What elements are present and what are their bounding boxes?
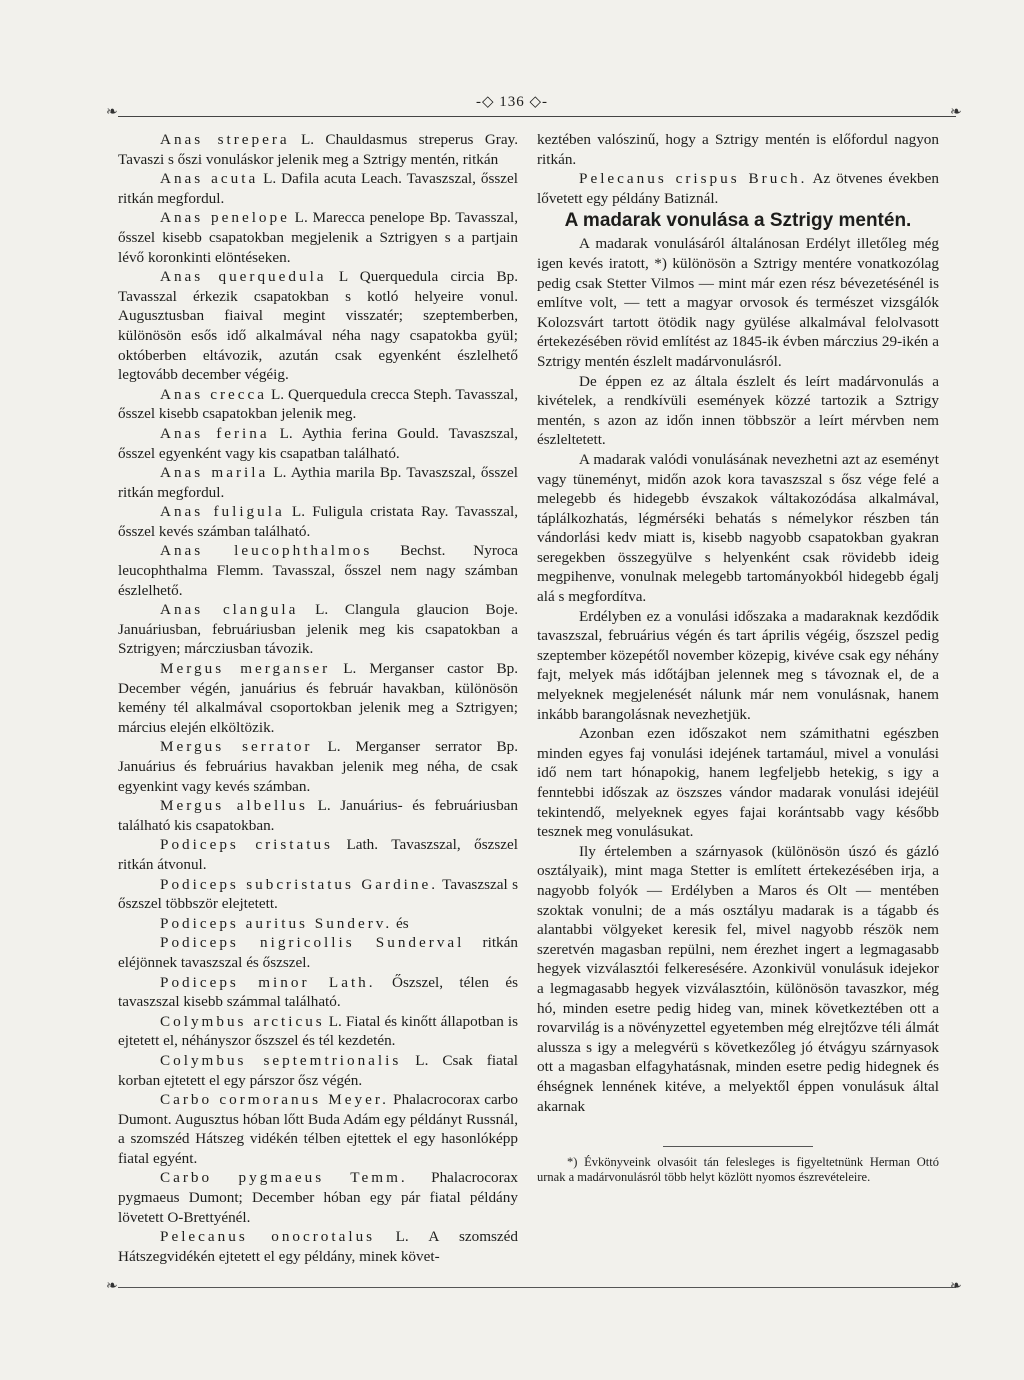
species-description: Phalacrocorax carbo Dumont. Augusztus hóban lőtt Buda Adám egy példányt Russnál, a szomszéd Hátszeg vidékén télben ejtettek el egy hasonlóképp fiatal egyént.: [118, 1091, 518, 1167]
body-paragraph: Ily értelemben a szárnyasok (különösön úszó és gázló osztályaik), mint maga Stetter is említett értekezésében irja, a nagyobb folyók — Erdélyben a Maros és Olt — mentében szoktak vonulni; de a más osztályu madarak is a tágabb és alantabbi völgyeket keresik fel, mivel nagyobb részök nem szeretvén magasban repülni, nem érezhet ingert a legmagasabb hegyek vizválasztói felkeresésére. Azonkivül vonulásuk idejekor a legmagasabb hegyek vizválasztóin, különösön tavaszkor, még hó, minden esetre pedig hideg van, minek következtében ott a rovarvilág is a növényzettel egyetemben még elrejtőzve téli álmát alussza s igy a melegvérü s következőleg jó étvágyu szárnyasok ott a magasban elfagyhatásnak, minden esetre pedig hidegnek és éhségnek lennének kitéve, a melyektől éppen vonulásuk által akarnak: [537, 842, 939, 1115]
species-entry: [537, 169, 939, 208]
species-entry: [118, 1012, 518, 1051]
species-name: Mergus albellus: [160, 797, 308, 815]
species-name: Podiceps subcristatus Gardine.: [160, 875, 439, 893]
species-description: Bechst. Nyroca leucophthalma Flemm. Tavasszal, ősszel nem nagy számban észlelhető.: [118, 542, 518, 599]
species-description: L. Clangula glaucion Boje. Januáriusban, februáriusban jelenik meg kis csapatokban a Sztrigyen; márcziusban távozik.: [118, 601, 518, 658]
section-heading: A madarak vonulása a Sztrigy mentén.: [564, 210, 912, 232]
species-name: Colymbus arcticus: [160, 1012, 325, 1030]
species-entry: [118, 130, 518, 169]
species-name: Anas strepera: [160, 131, 290, 148]
species-name: Anas fuligula: [160, 503, 285, 521]
species-description: L. Januárius- és februáriusban található kis csapatokban.: [118, 797, 518, 834]
corner-mark-top-right: ❧: [950, 105, 962, 120]
species-entry: [118, 208, 518, 267]
species-description: és: [392, 914, 409, 932]
species-description: L. A szomszéd Hátszegvidékén ejtetett el egy példány, minek követ-: [118, 1228, 518, 1265]
corner-mark-top-left: ❧: [106, 105, 118, 120]
species-description: L. Merganser castor Bp. December végén, januárius és február havakban, különösön kemény tél alkalmával csoportokban jelenik meg a Sztrigyen; március elején elköltözik.: [118, 660, 518, 736]
species-name: Podiceps minor Lath.: [160, 973, 376, 991]
species-entry: [118, 541, 518, 600]
species-description: L. Aythia ferina Gould. Tavaszszal, ősszel egyenként vagy kis csapatban található.: [118, 424, 519, 462]
body-paragraph: A madarak valódi vonulásának nevezhetni azt az eseményt vagy tüneményt, midőn azok kora tavaszszal s ősz vége felé a melegebb és hidegebb évszakok váltakozódása alkalmával, táplálkozhatás, légmérséki behatás s némelykor részben tán vándorlási kedv miatt is, kisebb nagyobb csapatokban gyakran seregekben összegyülve s helyenként csak rövidebb ideig megpihenve, vonulnak melegebb tartományokból hidegebb égalj alá s megfordítva.: [537, 450, 939, 606]
corner-mark-bottom-right: ❧: [950, 1279, 962, 1294]
species-description: L. Dafila acuta Leach. Tavaszszal, ősszel ritkán megfordul.: [118, 170, 519, 207]
species-name: Anas ferina: [160, 424, 270, 442]
corner-mark-bottom-left: ❧: [106, 1279, 118, 1294]
species-entry: [118, 1227, 518, 1266]
species-entry: [118, 600, 518, 659]
species-name: Anas clangula: [160, 601, 299, 619]
species-name: Anas crecca: [160, 385, 267, 403]
species-name: Pelecanus crispus Bruch.: [579, 170, 808, 188]
species-description: L. Merganser serrator Bp. Januárius és februárius havakban jelenik meg néha, de csak egyenkint vagy kevés számban.: [118, 738, 518, 795]
species-entry: [118, 424, 518, 463]
species-description: L. Chauldasmus streperus Gray. Tavaszi s őszi vonuláskor jelenik meg a Sztrigy mentén, ritkán: [118, 131, 518, 168]
footnote: [537, 1155, 939, 1185]
species-name: Carbo pygmaeus Temm.: [160, 1169, 408, 1187]
species-description: L. Querquedula crecca Steph. Tavasszal, ősszel kisebb csapatokban jelenik meg.: [118, 385, 518, 423]
species-entry: [118, 933, 518, 972]
species-description: L. Aythia marila Bp. Tavaszszal, ősszel ritkán megfordul.: [118, 464, 518, 501]
species-name: Anas penelope: [160, 209, 290, 227]
species-entry: [118, 1168, 518, 1227]
species-name: Anas acuta: [160, 170, 259, 188]
species-description: Az ötvenes években lővetett egy példány Batiznál.: [537, 170, 939, 207]
species-entry: [118, 737, 518, 796]
species-entry: [118, 502, 518, 541]
species-entry: [118, 659, 518, 737]
species-name: Pelecanus onocrotalus: [160, 1228, 376, 1246]
species-entry: [118, 463, 518, 502]
species-entry: [118, 796, 518, 835]
species-name: Podiceps auritus Sunderv.: [160, 914, 393, 932]
species-description: Lath. Tavaszszal, őszszel ritkán átvonul.: [118, 836, 519, 873]
species-description: Tavaszszal s őszszel többször elejtetett.: [118, 875, 518, 913]
left-column: [118, 130, 518, 1266]
species-entry: [118, 875, 518, 914]
body-paragraph: De éppen ez az általa észlelt és leírt madárvonulás a kivételek, a rendkívüli események közzé tartozik a Sztrigy mentén, s azon az időn innen többször a leírt mérvben nem észleltetett.: [537, 372, 939, 449]
species-entry: [118, 169, 518, 208]
species-description: Őszszel, télen és tavaszszal kisebb számmal található.: [118, 973, 519, 1011]
species-name: Podiceps nigricollis Sunderval: [160, 934, 465, 952]
footnote-text: *) Évkönyveink olvasóit tán felesleges is figyeltetnünk Herman Ottó urnak a madárvonulásról több helyt közlött nyomos észrevételeire.: [537, 1155, 939, 1185]
species-entry: [118, 267, 518, 385]
species-name: Anas marila: [160, 464, 269, 482]
species-description: ritkán eléjönnek tavaszszal és őszszel.: [118, 934, 518, 971]
species-name: Mergus serrator: [160, 738, 313, 756]
species-name: Podiceps cristatus: [160, 836, 333, 854]
species-description: L. Marecca penelope Bp. Tavasszal, ősszel kisebb csapatokban megjelenik a Sztrigyen s a partjain lévő koronkinti elöntéseken.: [118, 209, 519, 266]
species-entry: [118, 973, 518, 1012]
species-entry: [118, 1090, 518, 1168]
species-entry: [537, 130, 939, 169]
species-name: Anas querquedula: [160, 268, 327, 286]
species-entry: [118, 1051, 518, 1090]
species-name: Carbo cormoranus Meyer.: [160, 1091, 389, 1109]
species-description: Phalacrocorax pygmaeus Dumont; December hóban egy pár fiatal példány lövetett O-Brettyénél.: [118, 1169, 518, 1226]
body-paragraph: A madarak vonulásáról általánosan Erdélyt illetőleg még igen kevés iratott, *) különösön a Sztrigy mentére vonatkozólag pedig csak Stetter Vilmos — mint már ezen rész bévezetésénél is említve volt, — tett a magyar orvosok és természet vizsgálók Kolozsvárt tartott ötödik nagy gyülése alkalmával felolvasott értekezésében rövid említést az 1845-ik évben márczius 29-ikén a Sztrigy mentén észlelt madárvonulásról.: [537, 235, 939, 370]
species-name: Anas leucophthalmos: [160, 542, 373, 560]
body-paragraph: Erdélyben ez a vonulási időszaka a madaraknak kezdődik tavaszszal, februárius végén és tart április végéig, őszszel pedig szeptember közepétől november közepig, kivéve csak egy néhány fajt, melyek más időtájban jelennek meg s távoznak el, de a melyeknek megjelenését nálunk már nem vonulásnak, hanem inkább barangolásnak nevezhetjük.: [537, 607, 939, 723]
species-description: L. Fiatal és kinőtt állapotban is ejtetett el, néhányszor őszszel és tél kezdetén.: [118, 1012, 519, 1050]
species-entry: [118, 385, 518, 424]
page-number: -◇ 136 ◇-: [475, 94, 549, 110]
species-name: Colymbus septemtrionalis: [160, 1051, 402, 1069]
header-rule: [118, 116, 956, 117]
species-description: L. Csak fiatal korban ejtetett el egy párszor ősz végén.: [118, 1051, 518, 1089]
species-description: keztében valószinű, hogy a Sztrigy mentén is előfordul nagyon ritkán.: [537, 131, 939, 168]
species-name: Mergus merganser: [160, 660, 331, 678]
right-column: [537, 130, 939, 1185]
species-entry: [118, 914, 518, 934]
species-description: L Querquedula circia Bp. Tavasszal érkezik csapatokban s kotló helyeire vonul. Augusztusban fiaival megint visszatér; szeptemberben, különösön esős idő alkalmával néha nagy csapatokba gyül; októberben eltávozik, azután csak egyenként észlelhető legtovább december végéig.: [118, 268, 518, 384]
species-entry: [118, 835, 518, 874]
footnote-rule: [663, 1146, 813, 1147]
species-description: L. Fuligula cristata Ray. Tavasszal, ősszel kevés számban található.: [118, 503, 518, 540]
body-paragraph: Azonban ezen időszakot nem számithatni egészben minden egyes faj vonulási idejének tartamául, mivel a vonulási idő nem tart hónapokig, hanem legfeljebb hetekig, s igy a fenntebbi időszak az öszszes vándor madarak vonulási idejéül tekintendő, melyeknek egyes fajai korántsabb vagy később tesznek meg vonulásukat.: [537, 725, 939, 841]
footer-rule: [118, 1287, 956, 1288]
